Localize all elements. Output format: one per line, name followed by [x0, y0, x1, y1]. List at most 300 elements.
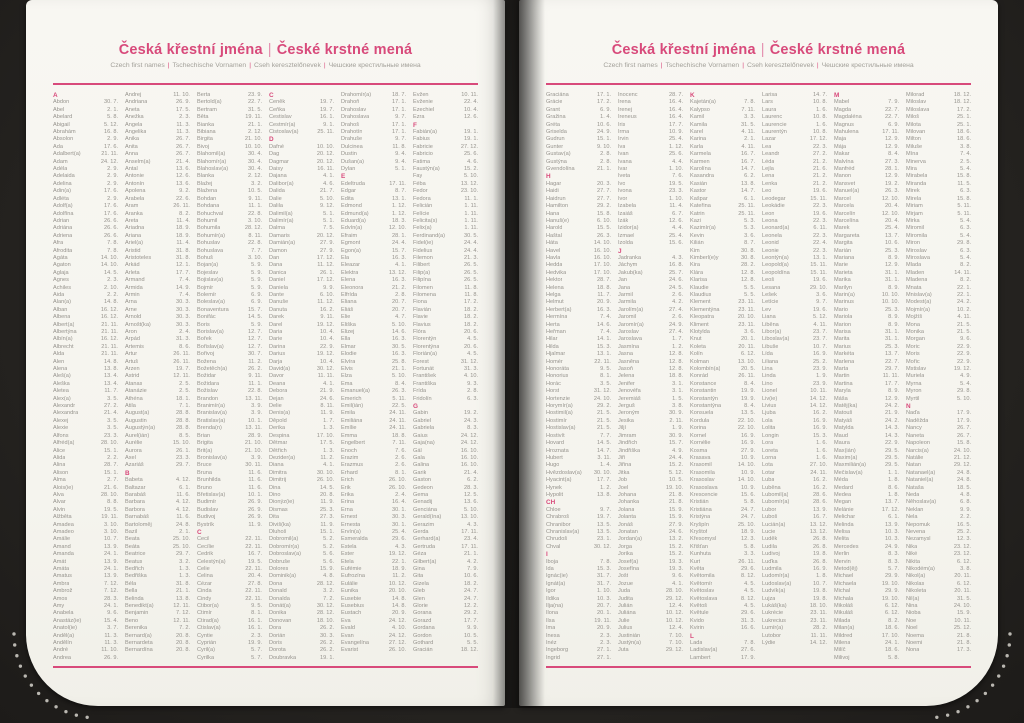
date-label: 22. 10. [737, 425, 755, 432]
name-day-row [690, 573, 755, 580]
name-day-row [341, 470, 406, 477]
name-day-row [53, 610, 118, 617]
name-day-row [269, 551, 334, 558]
name-label: Bernard(a) [125, 632, 152, 639]
date-label: 5. 9. [251, 321, 262, 328]
name-label: Dana [269, 262, 283, 269]
name-label: Agnes [53, 277, 69, 284]
date-label: 25. 2. [813, 358, 827, 365]
name-day-row [762, 448, 827, 455]
name-label: Diana [269, 462, 284, 469]
subtitle-en: Czech first names [603, 62, 658, 69]
name-day-row [618, 299, 683, 306]
date-label: 26. 3. [597, 232, 611, 239]
name-label: Lola [762, 417, 773, 424]
date-label: 4. 5. [744, 580, 755, 587]
name-day-row [546, 381, 611, 388]
name-label: Gerhard(a) [413, 536, 441, 543]
name-day-row [762, 351, 827, 358]
name-day-row [690, 107, 755, 114]
date-label: 2. 8. [467, 388, 478, 395]
name-label: Lolita [762, 425, 776, 432]
date-label: 12. 9. [885, 395, 899, 402]
name-label: Jolanta [618, 514, 637, 521]
name-label: Adriána [53, 225, 73, 232]
name-day-row [125, 196, 190, 203]
date-label: 5. 10. [464, 506, 478, 513]
name-label: Juta [618, 647, 629, 654]
date-label: 13. 12. [460, 180, 478, 187]
name-label: Beata [125, 536, 140, 543]
name-day-row [906, 633, 971, 640]
name-day-row [197, 448, 262, 455]
name-label: Dalibor(a) [269, 180, 294, 187]
name-day-row [53, 136, 118, 143]
date-label: 27. 9. [320, 240, 334, 247]
section-letter: G [413, 403, 418, 411]
name-label: Ingeborg [546, 647, 569, 654]
name-day-row [906, 285, 971, 292]
name-label: Angelika [125, 129, 147, 136]
name-label: Jarmila [618, 299, 637, 306]
name-day-row [197, 225, 262, 232]
date-label: 15. 2. [669, 543, 683, 550]
date-label: 5. 10. [392, 321, 406, 328]
name-day-row [762, 233, 827, 240]
name-day-row [834, 618, 899, 625]
name-day-row [53, 559, 118, 566]
date-label: 25. 10. [172, 536, 190, 543]
name-day-row [197, 218, 262, 225]
date-label: 8. 5. [179, 432, 190, 439]
date-label: 24. 7. [464, 588, 478, 595]
date-label: 10. 4. [320, 336, 334, 343]
date-label: 19. 5. [248, 558, 262, 565]
date-label: 6. 9. [888, 121, 899, 128]
date-label: 27. 7. [597, 195, 611, 202]
name-label: Hortenzie [546, 395, 570, 402]
date-label: 2. 2. [107, 454, 118, 461]
name-day-row [341, 566, 406, 573]
name-day-row [546, 136, 611, 143]
name-day-row [834, 477, 899, 484]
name-label: Bertram [197, 106, 217, 113]
date-label: 10. 5. [464, 632, 478, 639]
name-label: Chranibor [546, 521, 571, 528]
name-day-row [762, 107, 827, 114]
name-day-row [906, 240, 971, 247]
name-day-row [546, 166, 611, 173]
date-label: 16. 1. [248, 625, 262, 632]
date-label: 10. 3. [885, 528, 899, 535]
name-day-row [546, 477, 611, 484]
date-label: 11. 9. [320, 499, 334, 506]
date-label: 4. 3. [395, 543, 406, 550]
name-day-row [690, 166, 755, 173]
name-day-row [53, 544, 118, 551]
name-day-row [341, 396, 406, 403]
date-label: 10. 12. [665, 617, 683, 624]
date-label: 6. 3. [960, 247, 971, 254]
date-label: 5. 10. [392, 373, 406, 380]
name-label: Bruno [197, 484, 212, 491]
name-day-row [690, 440, 755, 447]
name-day-row [197, 373, 262, 380]
name-label: Egmont [341, 240, 361, 247]
name-day-row [269, 144, 334, 151]
name-day-row [618, 610, 683, 617]
date-label: 3. 8. [960, 566, 971, 572]
name-label: Fedor [413, 188, 428, 195]
name-day-row [53, 433, 118, 440]
name-label: Milton [906, 136, 921, 143]
name-label: Melánie [834, 506, 854, 513]
date-label: 19. 5. [104, 506, 118, 513]
name-label: Liv(ie) [762, 395, 778, 402]
name-day-row [618, 225, 683, 232]
name-day-row [269, 211, 334, 218]
name-label: Elie [341, 314, 351, 321]
name-day-row [618, 462, 683, 469]
page-title-slovak: České krstné mená [276, 42, 413, 58]
name-day-row [834, 114, 899, 121]
name-label: Amát [53, 558, 67, 565]
name-label: Arnošt(ka) [125, 321, 151, 328]
name-label: Genadij [413, 499, 433, 506]
name-label: Ivar [618, 166, 628, 173]
date-label: 12. 7. [248, 336, 262, 343]
name-day-row [341, 107, 406, 114]
name-day-row [546, 114, 611, 121]
date-label: 4. 11. [741, 129, 755, 136]
name-label: Maud [834, 432, 848, 439]
name-day-row [906, 166, 971, 173]
name-label: Moris [906, 351, 920, 358]
name-label: Haštal [546, 232, 562, 239]
name-day-row [341, 122, 406, 129]
name-day-row [197, 270, 262, 277]
name-day-row [125, 218, 190, 225]
date-label: 8. 12. [741, 595, 755, 602]
name-label: Ezechiel [413, 106, 435, 113]
name-day-row [834, 129, 899, 136]
name-label: Benjamin [125, 610, 149, 617]
date-label: 5. 5. [744, 291, 755, 298]
name-label: Anselm(a) [125, 158, 151, 165]
name-label: Drahoslava [341, 114, 370, 121]
date-label: 5. 12. [104, 121, 118, 128]
name-label: Kordula [690, 417, 710, 424]
name-label: Martina [834, 380, 853, 387]
date-label: 1. 3. [179, 573, 190, 580]
name-day-row [546, 396, 611, 403]
name-day-row [546, 336, 611, 343]
name-day-row [341, 603, 406, 610]
title-divider: | [760, 42, 765, 58]
name-label: Artuš [125, 358, 139, 365]
name-label: Alexie [53, 425, 69, 432]
name-day-row [53, 196, 118, 203]
name-label: Izmael [618, 232, 635, 239]
name-day-row [762, 499, 827, 506]
name-label: Alvar [53, 499, 66, 506]
date-label: 4. 5. [744, 603, 755, 610]
name-day-row [762, 388, 827, 395]
date-label: 4. 11. [957, 314, 971, 321]
name-day-row [413, 136, 478, 143]
name-day-row [762, 559, 827, 566]
name-label: Alexej [53, 417, 69, 424]
name-day-row [762, 403, 827, 410]
name-day-row [269, 277, 334, 284]
name-label: Glorie [413, 603, 428, 610]
date-label: 10. 5. [669, 477, 683, 484]
name-label: Kasandra [690, 173, 714, 180]
name-label: Mercedes [834, 543, 859, 550]
name-day-row [413, 240, 478, 247]
name-label: Emil(ián) [341, 403, 364, 410]
name-day-row [906, 381, 971, 388]
date-label: 12. 11. [173, 603, 190, 610]
name-label: Jerguš [618, 403, 635, 410]
date-label: 16. 1. [248, 617, 262, 624]
name-day-row [341, 144, 406, 151]
date-label: 2. 6. [395, 462, 406, 469]
name-day-row [53, 181, 118, 188]
name-day-row [834, 625, 899, 632]
name-day-row [413, 159, 478, 166]
name-day-row [546, 255, 611, 262]
name-day-row [125, 248, 190, 255]
name-day-row [546, 633, 611, 640]
name-label: Loreta [762, 447, 778, 454]
name-day-row [269, 314, 334, 321]
date-label: 14. 10. [100, 262, 118, 269]
name-label: Alfons [53, 432, 69, 439]
name-day-row [906, 507, 971, 514]
name-label: Antal [125, 166, 138, 173]
name-label: Koleta [690, 343, 706, 350]
date-label: 18. 9. [392, 566, 406, 572]
date-label: 16. 7. [741, 158, 755, 165]
date-label: 20. 7. [392, 306, 406, 313]
date-label: 21. 2. [813, 158, 827, 165]
name-label: Ivona [618, 188, 632, 195]
name-label: Adrian [53, 217, 70, 224]
name-day-row [341, 285, 406, 292]
date-label: 16. 10. [593, 247, 611, 254]
name-day-row [834, 403, 899, 410]
name-day-row [906, 425, 971, 432]
name-day-row [341, 336, 406, 343]
name-column [413, 92, 478, 662]
name-day-row [341, 640, 406, 647]
name-label: Damaris [269, 232, 290, 239]
name-day-row [762, 522, 827, 529]
name-column [341, 92, 406, 662]
date-label: 6. 1. [888, 514, 899, 521]
date-label: 22. 4. [813, 240, 827, 247]
date-label: 20. 7. [597, 603, 611, 610]
name-day-row [834, 151, 899, 158]
date-label: 16. 9. [813, 351, 827, 358]
date-label: 8. 11. [248, 232, 262, 239]
name-day-row [125, 336, 190, 343]
date-label: 18. 12. [953, 92, 971, 98]
name-day-row [762, 625, 827, 632]
name-label: Háta [546, 240, 558, 247]
name-day-row [413, 440, 478, 447]
name-label: Blažej [197, 180, 213, 187]
name-day-row [690, 544, 755, 551]
name-day-row [618, 536, 683, 543]
name-day-row [546, 492, 611, 499]
date-label: 4. 1. [323, 380, 334, 387]
date-label: 18. 12. [460, 647, 478, 654]
name-label: Mariola [834, 314, 853, 321]
name-label: Irena [618, 99, 631, 106]
name-label: Frída [413, 388, 427, 395]
name-label: Ludomír(a) [762, 573, 790, 580]
name-label: Liboslav(a) [762, 336, 790, 343]
name-label: Bruce [197, 462, 212, 469]
section-letter: F [413, 121, 417, 129]
name-label: Lorna [762, 454, 777, 461]
name-label: Angela [125, 121, 143, 128]
name-label: Mikoláš [834, 603, 853, 610]
date-label: 23. 3. [104, 432, 118, 439]
name-label: Manon [834, 173, 852, 180]
name-label: Jaromír(a) [618, 321, 644, 328]
name-day-row [834, 603, 899, 610]
name-day-row [834, 262, 899, 269]
name-day-row [413, 366, 478, 373]
name-label: Křesomysl [690, 536, 717, 543]
name-day-row [834, 329, 899, 336]
name-day-row [690, 211, 755, 218]
date-label: 22. 7. [885, 114, 899, 121]
name-day-row [413, 388, 478, 395]
name-day-row [834, 99, 899, 106]
date-label: 3. 1. [672, 388, 683, 395]
name-label: Kolín [690, 351, 703, 358]
date-label: 3. 3. [744, 551, 755, 558]
name-day-row [269, 292, 334, 299]
name-label: Karina [690, 136, 707, 143]
name-label: Ada [53, 143, 63, 150]
name-day-row [834, 492, 899, 499]
name-day-row [834, 270, 899, 277]
name-label: Dobruše [269, 558, 291, 565]
name-day-row [762, 470, 827, 477]
name-day-row [906, 551, 971, 558]
date-label: 2. 3. [600, 632, 611, 639]
name-day-row [762, 144, 827, 151]
date-label: 17. 9. [741, 654, 755, 661]
name-label: Astrid [125, 373, 140, 380]
name-label: Nikol(a) [906, 573, 926, 580]
date-label: 1. 11. [464, 225, 478, 232]
right-page [519, 0, 998, 706]
name-label: Maxmilián(a) [834, 462, 867, 469]
name-label: Efraim [341, 232, 358, 239]
date-label: 17. 9. [957, 410, 971, 417]
date-label: 11. 2. [248, 358, 262, 365]
name-label: Belinda [125, 595, 144, 602]
name-label: Klotylda [690, 329, 710, 335]
date-label: 8. 3. [888, 551, 899, 558]
date-label: 10. 10. [881, 291, 899, 298]
name-label: Dalila [269, 203, 283, 210]
name-day-row [197, 396, 262, 403]
name-label: Maura [834, 440, 850, 447]
date-label: 13. 8. [104, 366, 118, 373]
name-day-row [269, 403, 334, 410]
name-label: Budimír [197, 499, 217, 506]
name-day-row [341, 522, 406, 529]
name-day-row [834, 203, 899, 210]
date-label: 14. 12. [809, 403, 827, 410]
name-label: Kevin [690, 232, 704, 239]
name-label: Knut [690, 336, 702, 343]
date-label: 15. 2. [464, 166, 478, 173]
name-label: Karla [690, 143, 704, 150]
name-day-row [197, 233, 262, 240]
name-day-row [546, 322, 611, 329]
date-label: 13. 2. [669, 536, 683, 543]
date-label: 17. 1. [392, 129, 406, 136]
name-label: Dimitrij [269, 477, 287, 484]
date-label: 8. 4. [744, 380, 755, 387]
date-label: 31. 5. [741, 121, 755, 128]
name-label: Natanael(a) [906, 469, 936, 476]
name-label: Konstantin [690, 388, 717, 395]
name-day-row [906, 107, 971, 114]
date-label: 7. 7. [600, 432, 611, 439]
name-label: Jaroslava [618, 336, 642, 343]
date-label: 24. 8. [176, 521, 190, 528]
name-label: Naděžda [906, 417, 929, 424]
name-day-row [341, 151, 406, 158]
date-label: 15. 11. [810, 195, 827, 202]
name-label: Arkád [125, 262, 140, 269]
name-day-row [413, 551, 478, 558]
name-day-row [834, 248, 899, 255]
name-day-row [618, 470, 683, 477]
name-label: Ambrož [53, 588, 73, 595]
name-day-row [906, 647, 971, 654]
name-label: Glen [413, 595, 425, 602]
name-label: Donald [269, 588, 287, 595]
name-label: Flavie [413, 314, 428, 321]
name-label: Milota [906, 121, 921, 128]
name-label: Michael [834, 573, 854, 580]
name-label: Konsuela [690, 410, 714, 417]
name-label: Nezamysl [906, 536, 931, 543]
date-label: 8. 9. [888, 314, 899, 321]
name-day-row [834, 551, 899, 558]
date-label: 8. 4. [888, 151, 899, 158]
name-label: André [53, 647, 68, 654]
name-label: Kamil [690, 114, 704, 121]
name-label: Lionel [762, 388, 777, 395]
name-label: Jáchym [618, 262, 638, 269]
name-label: Ludvík(a) [762, 588, 786, 595]
name-day-row [906, 255, 971, 262]
name-label: Bohdana [197, 203, 220, 210]
name-label: Nela [906, 514, 918, 521]
name-day-row [125, 485, 190, 492]
